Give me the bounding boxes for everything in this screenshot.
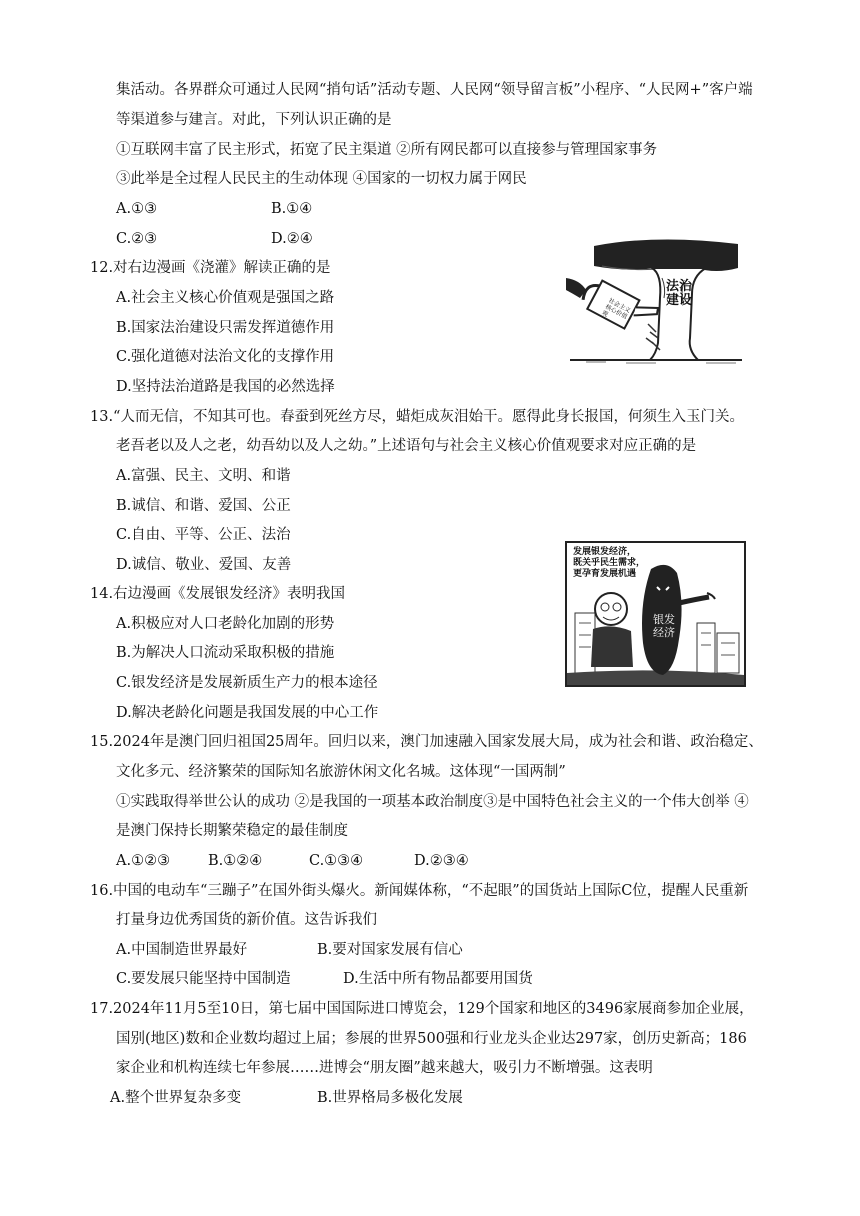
cartoon-figure-label: 银发经济 (653, 613, 675, 639)
q11-stem-line1: 集活动。各界群众可通过人民网“捎句话”活动专题、人民网“领导留言板”小程序、“人民网+”客户端 (116, 82, 753, 98)
q14-option-a: A.积极应对人口老龄化加剧的形势 (116, 616, 335, 632)
q15-stem-line1: 15.2024年是澳门回归祖国25周年。回归以来，澳门加速融入国家发展大局，成为社会和谐、政治稳定、 (90, 734, 763, 750)
q17-option-b: B.世界格局多极化发展 (317, 1090, 463, 1106)
q13-option-c: C.自由、平等、公正、法治 (116, 527, 291, 543)
q13-stem-line2: 老吾老以及人之老，幼吾幼以及人之幼。”上述语句与社会主义核心价值观要求对应正确的是 (116, 438, 697, 454)
q11-statement-2: ③此举是全过程人民民主的生动体现 ④国家的一切权力属于网民 (116, 171, 527, 187)
q12-option-c: C.强化道德对法治文化的支撑作用 (116, 349, 335, 365)
q14-stem: 14.右边漫画《发展银发经济》表明我国 (90, 586, 346, 602)
q14-option-c: C.银发经济是发展新质生产力的根本途径 (116, 675, 378, 691)
q16-option-d: D.生活中所有物品都要用国货 (343, 971, 533, 987)
q17-stem-line1: 17.2024年11月5至10日，第七届中国国际进口博览会，129个国家和地区的3496家展商参加企业展， (90, 1001, 754, 1017)
cartoon-caption-line2: 既关乎民生需求， (573, 558, 646, 568)
q11-option-b: B.①④ (271, 201, 313, 217)
cartoon-watering (566, 238, 746, 366)
q11-option-c: C.②③ (116, 231, 158, 247)
q15-option-c: C.①③④ (309, 853, 364, 869)
q13-option-a: A.富强、民主、文明、和谐 (116, 468, 291, 484)
cartoon-tree-label: 法治建设 (665, 279, 692, 308)
q13-option-b: B.诚信、和谐、爱国、公正 (116, 498, 291, 514)
q12-option-a: A.社会主义核心价值观是强国之路 (116, 290, 335, 306)
q16-option-c: C.要发展只能坚持中国制造 (116, 971, 291, 987)
q15-option-b: B.①②④ (208, 853, 263, 869)
q11-option-d: D.②④ (271, 231, 313, 247)
cartoon-caption-line3: 更孕育发展机遇 (573, 569, 637, 579)
q15-option-a: A.①②③ (116, 853, 171, 869)
q11-statement-1: ①互联网丰富了民主形式，拓宽了民主渠道 ②所有网民都可以直接参与管理国家事务 (116, 142, 658, 158)
q16-option-a: A.中国制造世界最好 (116, 942, 248, 958)
cartoon-caption-line1: 发展银发经济， (573, 547, 637, 557)
q15-statement-1: ①实践取得举世公认的成功 ②是我国的一项基本政治制度③是中国特色社会主义的一个伟大创举 ④ (116, 794, 749, 810)
q13-stem-line1: 13.“人而无信，不知其可也。春蚕到死丝方尽，蜡炬成灰泪始干。愿得此身长报国，何须生入玉门关。 (90, 409, 744, 425)
q11-stem-line2: 等渠道参与建言。对此，下列认识正确的是 (116, 112, 392, 128)
cartoon-caption (573, 547, 645, 580)
q12-option-d: D.坚持法治道路是我国的必然选择 (116, 379, 335, 395)
q15-statement-2: 是澳门保持长期繁荣稳定的最佳制度 (116, 823, 348, 839)
q17-stem-line2: 国别(地区)数和企业数均超过上届；参展的世界500强和行业龙头企业达297家，创历史新高；186 (116, 1031, 747, 1047)
q12-option-b: B.国家法治建设只需发挥道德作用 (116, 320, 335, 336)
q14-option-d: D.解决老龄化问题是我国发展的中心工作 (116, 705, 379, 721)
cartoon-silver-economy (565, 541, 746, 687)
q11-option-a: A.①③ (116, 201, 158, 217)
q15-option-d: D.②③④ (414, 853, 469, 869)
q16-option-b: B.要对国家发展有信心 (317, 942, 463, 958)
q17-option-a: A.整个世界复杂多变 (110, 1090, 242, 1106)
q15-stem-line2: 文化多元、经济繁荣的国际知名旅游休闲文化名城。这体现“一国两制” (116, 764, 566, 780)
q12-stem: 12.对右边漫画《浇灌》解读正确的是 (90, 260, 331, 276)
cartoon-can-label: 社会主义核心价值观 (600, 297, 632, 321)
q14-option-b: B.为解决人口流动采取积极的措施 (116, 645, 335, 661)
q13-option-d: D.诚信、敬业、爱国、友善 (116, 557, 292, 573)
q17-stem-line3: 家企业和机构连续七年参展……进博会“朋友圈”越来越大，吸引力不断增强。这表明 (116, 1060, 653, 1076)
q16-stem-line1: 16.中国的电动车“三蹦子”在国外街头爆火。新闻媒体称，“不起眼”的国货站上国际C位，提醒人民重新 (90, 883, 749, 899)
q16-stem-line2: 打量身边优秀国货的新价值。这告诉我们 (116, 912, 377, 928)
